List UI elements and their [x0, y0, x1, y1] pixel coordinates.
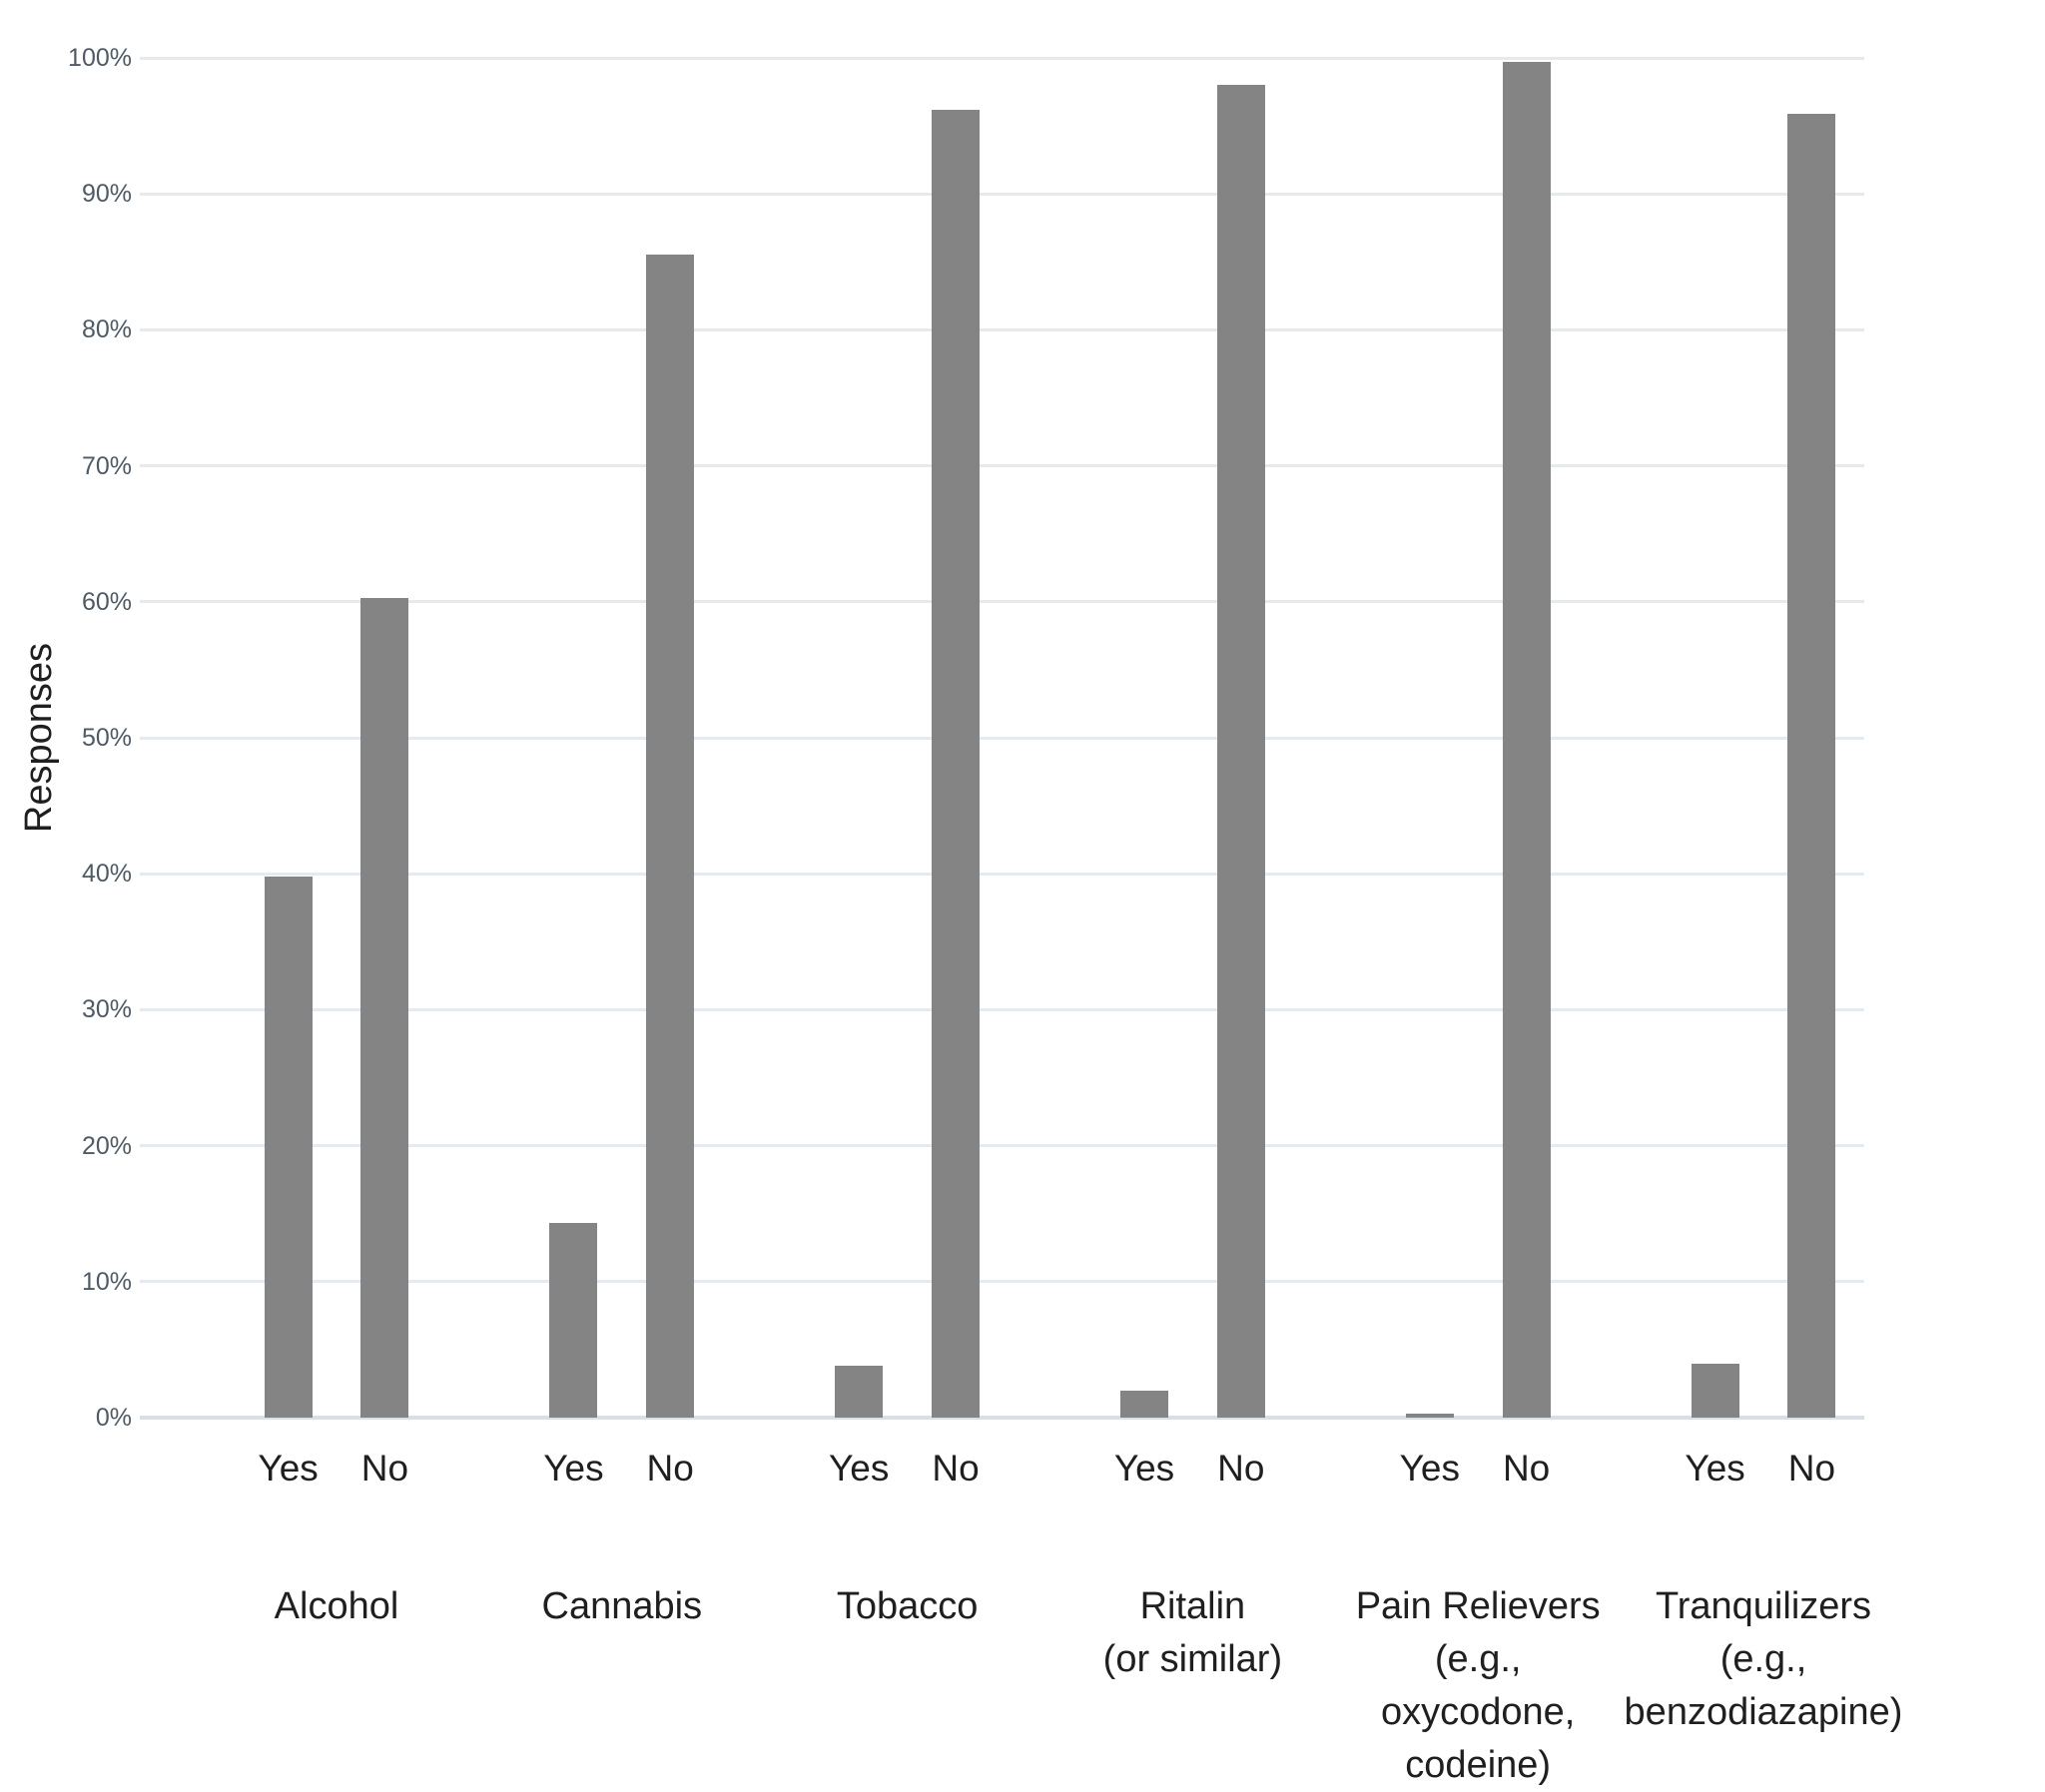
y-tick-label: 60%: [81, 587, 132, 616]
bar-yes: [265, 877, 313, 1418]
x-tick-label-yes: Yes: [1685, 1448, 1745, 1489]
y-tick-label: 70%: [81, 451, 132, 480]
y-axis-title: Responses: [18, 642, 60, 834]
y-tick-label: 40%: [81, 860, 132, 889]
x-tick-label-no: No: [1502, 1448, 1551, 1489]
gridline: [140, 57, 1864, 60]
bar-yes: [835, 1366, 883, 1418]
category-label-line: Ritalin: [1139, 1585, 1246, 1627]
gridline: [140, 328, 1864, 331]
category-label-line: (e.g.,: [1434, 1638, 1522, 1680]
category-label-line: Tobacco: [836, 1585, 979, 1627]
x-tick-label-no: No: [360, 1448, 409, 1489]
x-tick-label-no: No: [646, 1448, 694, 1489]
y-tick-label: 0%: [95, 1404, 132, 1432]
bar-no: [1787, 114, 1835, 1418]
gridline: [140, 193, 1864, 196]
bar-no: [1217, 85, 1265, 1418]
bar-yes: [1692, 1364, 1739, 1418]
y-tick-label: 50%: [81, 724, 132, 752]
category-label-line: Cannabis: [541, 1585, 703, 1627]
gridline: [140, 464, 1864, 467]
bar-yes: [549, 1223, 597, 1418]
bar-yes: [1120, 1391, 1168, 1418]
x-tick-label-yes: Yes: [1113, 1448, 1175, 1489]
y-tick-label: 20%: [81, 1131, 132, 1160]
category-label: [1584, 1580, 1943, 1739]
category-label-line: codeine): [1405, 1744, 1552, 1786]
category-label-line: Alcohol: [274, 1585, 399, 1627]
y-tick-label: 80%: [81, 315, 132, 344]
y-tick-label: 10%: [81, 1267, 132, 1296]
category-label-line: Tranquilizers: [1655, 1585, 1872, 1627]
x-tick-label-yes: Yes: [829, 1448, 890, 1489]
category-label-line: (or similar): [1102, 1638, 1283, 1680]
category-label-line: benzodiazapine): [1624, 1691, 1903, 1733]
category-label-line: Pain Relievers: [1355, 1585, 1601, 1627]
y-tick-label: 90%: [81, 180, 132, 209]
x-tick-label-yes: Yes: [258, 1448, 319, 1489]
x-tick-label-yes: Yes: [543, 1448, 604, 1489]
category-label-line: oxycodone,: [1381, 1691, 1576, 1733]
bar-no: [1503, 62, 1551, 1418]
y-tick-label: 100%: [68, 44, 132, 72]
bar-no: [932, 110, 980, 1418]
x-tick-label-no: No: [1787, 1448, 1836, 1489]
bar-no: [360, 598, 408, 1418]
x-tick-label-no: No: [932, 1448, 980, 1489]
category-label-line: (e.g.,: [1719, 1638, 1807, 1680]
x-tick-label-yes: Yes: [1399, 1448, 1460, 1489]
bar-yes: [1406, 1414, 1454, 1418]
bar-no: [646, 255, 694, 1418]
y-tick-label: 30%: [81, 995, 132, 1024]
x-tick-label-no: No: [1217, 1448, 1265, 1489]
